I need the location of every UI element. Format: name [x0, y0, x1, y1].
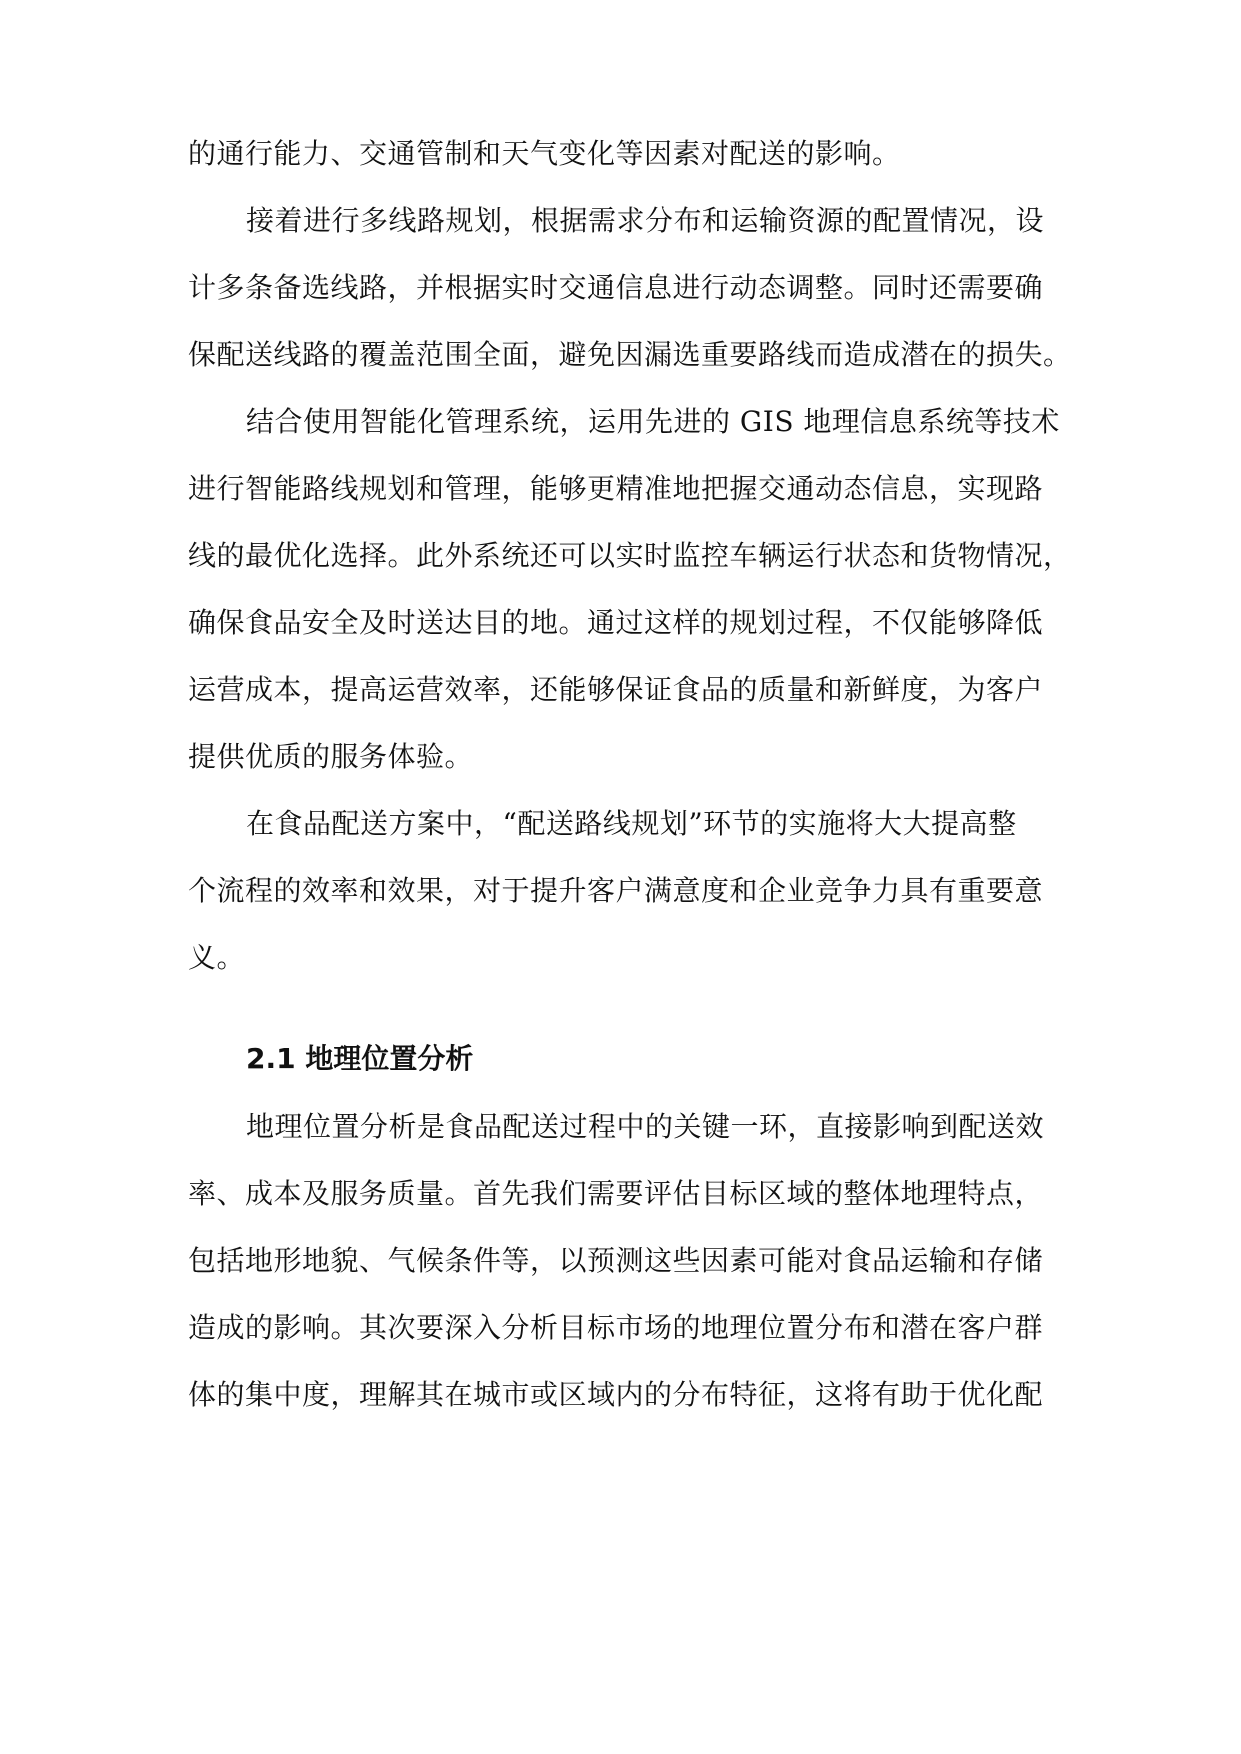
paragraph-line: 计多条备选线路，并根据实时交通信息进行动态调整。同时还需要确 — [188, 271, 1044, 304]
paragraph-line: 提供优质的服务体验。 — [188, 740, 474, 773]
paragraph-line: 接着进行多线路规划，根据需求分布和运输资源的配置情况，设 — [246, 204, 1045, 237]
section-heading: 2.1 地理位置分析 — [246, 1042, 474, 1075]
paragraph-line: 在食品配送方案中，“配送路线规划”环节的实施将大大提高整 — [246, 807, 1017, 840]
paragraph-line: 结合使用智能化管理系统，运用先进的 GIS 地理信息系统等技术 — [246, 405, 1060, 438]
paragraph-line: 确保食品安全及时送达目的地。通过这样的规划过程，不仅能够降低 — [188, 606, 1044, 639]
paragraph-line: 义。 — [188, 941, 246, 974]
paragraph-line: 率、成本及服务质量。首先我们需要评估目标区域的整体地理特点， — [188, 1177, 1044, 1210]
paragraph-line: 造成的影响。其次要深入分析目标市场的地理位置分布和潜在客户群 — [188, 1311, 1044, 1344]
paragraph-line: 保配送线路的覆盖范围全面，避免因漏选重要路线而造成潜在的损失。 — [188, 338, 1072, 371]
paragraph-line: 包括地形地貌、气候条件等，以预测这些因素可能对食品运输和存储 — [188, 1244, 1044, 1277]
paragraph-line: 的通行能力、交通管制和天气变化等因素对配送的影响。 — [188, 137, 901, 170]
paragraph-line: 体的集中度，理解其在城市或区域内的分布特征，这将有助于优化配 — [188, 1378, 1044, 1411]
paragraph-line: 个流程的效率和效果，对于提升客户满意度和企业竞争力具有重要意 — [188, 874, 1044, 907]
paragraph-line: 进行智能路线规划和管理，能够更精准地把握交通动态信息，实现路 — [188, 472, 1044, 505]
paragraph-line: 运营成本，提高运营效率，还能够保证食品的质量和新鲜度，为客户 — [188, 673, 1044, 706]
paragraph-line: 地理位置分析是食品配送过程中的关键一环，直接影响到配送效 — [246, 1110, 1045, 1143]
paragraph-line: 线的最优化选择。此外系统还可以实时监控车辆运行状态和货物情况， — [188, 539, 1072, 572]
